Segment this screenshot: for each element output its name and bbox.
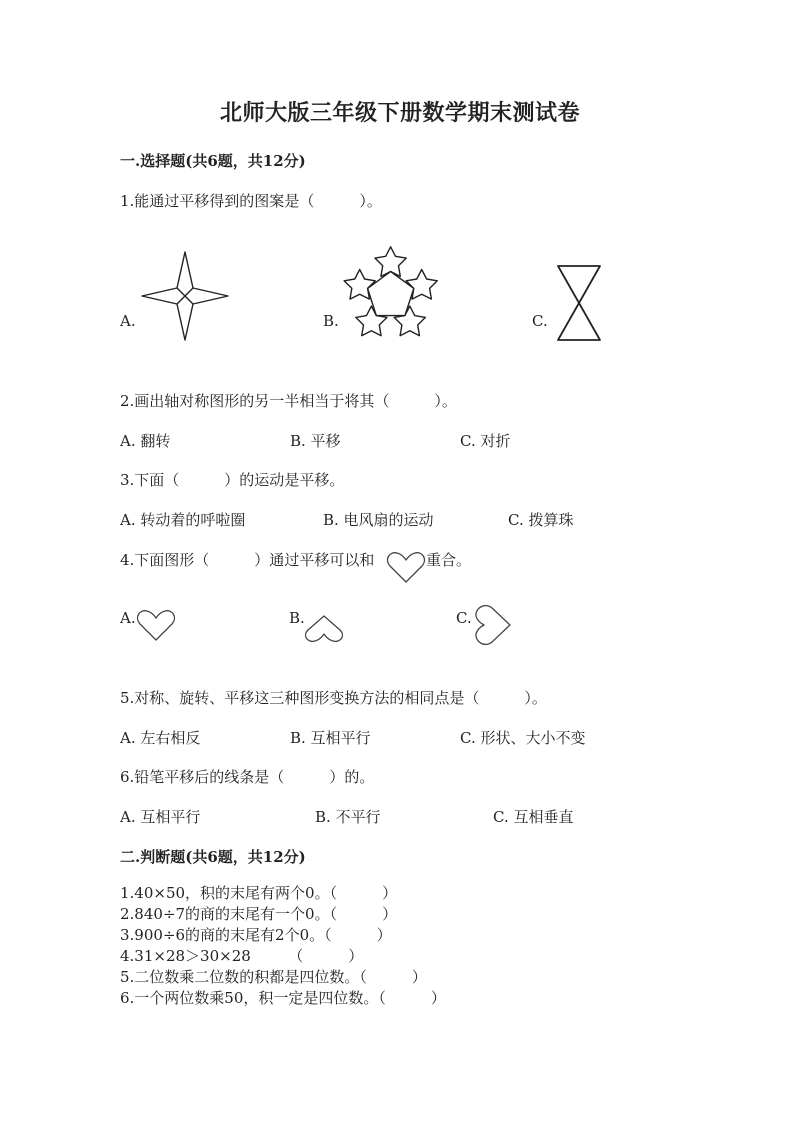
heart-inverted-icon: [304, 614, 344, 644]
question-3-text: 3.下面（ ）的运动是平移。: [120, 471, 345, 489]
true-false-item: 4.31×28＞30×28 （ ）: [120, 947, 364, 965]
star-ring-icon: [342, 246, 440, 342]
q4-option-a-label: A.: [120, 609, 136, 627]
heart-reference-icon: [386, 550, 426, 584]
heart-rotated-icon: [472, 604, 512, 646]
q4-option-b-label: B.: [289, 609, 305, 627]
question-5-text: 5.对称、旋转、平移这三种图形变换方法的相同点是（ ）。: [120, 689, 547, 707]
question-4-text-before: 4.下面图形（ ）通过平移可以和: [120, 551, 375, 569]
page-title: 北师大版三年级下册数学期末测试卷: [219, 100, 580, 126]
q6-option-b: B. 不平行: [315, 808, 381, 826]
question-4-text-after: 重合。: [426, 551, 472, 569]
true-false-item: 1.40×50，积的末尾有两个0。（ ）: [120, 884, 398, 902]
q3-option-a: A. 转动着的呼啦圈: [120, 511, 246, 529]
q5-option-b: B. 互相平行: [290, 729, 371, 747]
heart-upright-icon: [136, 608, 176, 642]
q1-option-c-label: C.: [532, 312, 548, 330]
q3-option-b: B. 电风扇的运动: [323, 511, 434, 529]
q2-option-b: B. 平移: [290, 432, 341, 450]
four-point-star-icon: [140, 250, 230, 342]
q2-option-a: A. 翻转: [120, 432, 171, 450]
hourglass-icon: [556, 264, 602, 342]
q1-option-b-label: B.: [323, 312, 339, 330]
q3-option-c: C. 拨算珠: [508, 511, 574, 529]
q2-option-c: C. 对折: [460, 432, 511, 450]
q6-option-c: C. 互相垂直: [493, 808, 574, 826]
question-1-text: 1.能通过平移得到的图案是（ ）。: [120, 192, 382, 210]
section-heading-true-false: 二.判断题(共6题，共12分): [120, 848, 306, 866]
q1-option-a-label: A.: [120, 312, 136, 330]
q5-option-c: C. 形状、大小不变: [460, 729, 586, 747]
q6-option-a: A. 互相平行: [120, 808, 201, 826]
question-6-text: 6.铅笔平移后的线条是（ ）的。: [120, 768, 375, 786]
question-2-text: 2.画出轴对称图形的另一半相当于将其（ ）。: [120, 392, 457, 410]
section-heading-choice: 一.选择题(共6题，共12分): [120, 152, 306, 170]
true-false-item: 2.840÷7的商的末尾有一个0。（ ）: [120, 905, 398, 923]
true-false-item: 3.900÷6的商的末尾有2个0。（ ）: [120, 926, 392, 944]
q5-option-a: A. 左右相反: [120, 729, 201, 747]
true-false-item: 6.一个两位数乘50，积一定是四位数。（ ）: [120, 989, 446, 1007]
true-false-item: 5.二位数乘二位数的积都是四位数。（ ）: [120, 968, 427, 986]
q4-option-c-label: C.: [456, 609, 472, 627]
